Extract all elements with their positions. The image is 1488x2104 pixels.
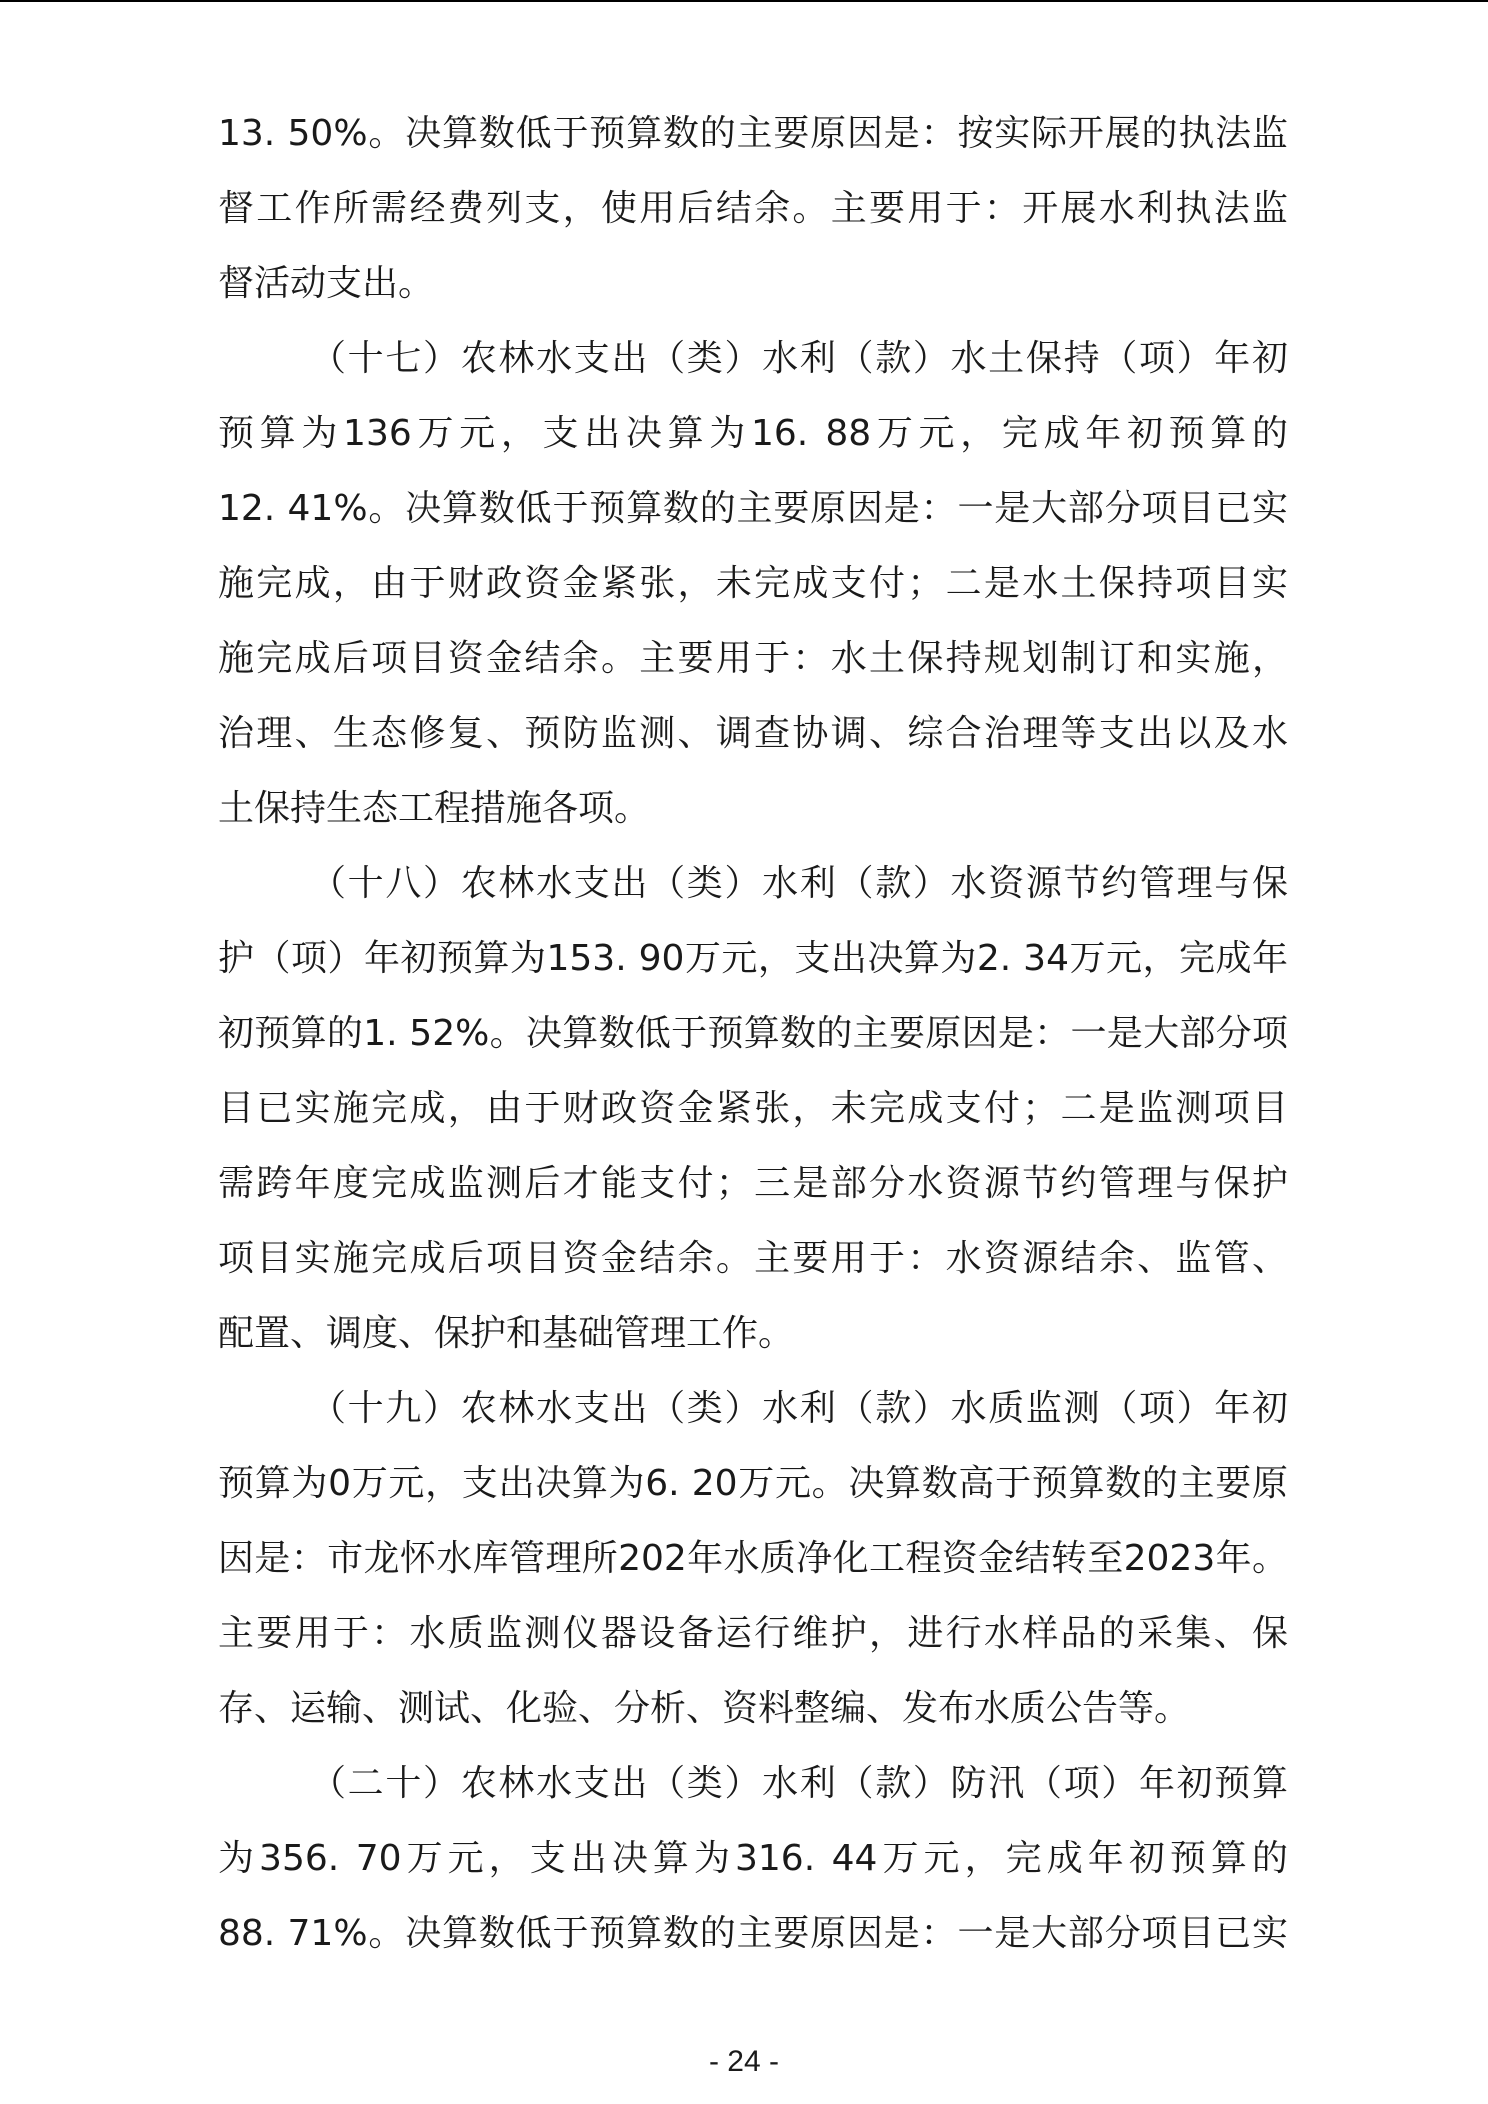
text-line: 督工作所需经费列支，使用后结余。主要用于：开展水利执法监 [218, 188, 1288, 229]
text-line: 需跨年度完成监测后才能支付；三是部分水资源节约管理与保护 [218, 1163, 1288, 1204]
text-line: 施完成，由于财政资金紧张，未完成支付；二是水土保持项目实 [218, 563, 1288, 604]
paragraph-start-line: （十九）农林水支出（类）水利（款）水质监测（项）年初 [310, 1388, 1288, 1429]
text-line: 初预算的1. 52%。决算数低于预算数的主要原因是：一是大部分项 [218, 1013, 1288, 1054]
text-line: 督活动支出。 [218, 263, 435, 304]
text-line: 目已实施完成，由于财政资金紧张，未完成支付；二是监测项目 [218, 1088, 1288, 1129]
document-body [218, 96, 1288, 1971]
page-number: - 24 - [708, 2045, 780, 2078]
paragraph-start-line: （十七）农林水支出（类）水利（款）水土保持（项）年初 [310, 338, 1288, 379]
paragraph-start-line: （十八）农林水支出（类）水利（款）水资源节约管理与保 [310, 863, 1288, 904]
text-line: 施完成后项目资金结余。主要用于：水土保持规划制订和实施， [218, 638, 1288, 679]
top-border-rule [0, 0, 1488, 2]
text-line: 治理、生态修复、预防监测、调查协调、综合治理等支出以及水 [218, 713, 1288, 754]
text-line: 预算为0万元，支出决算为6. 20万元。决算数高于预算数的主要原 [218, 1463, 1288, 1504]
text-line: 主要用于：水质监测仪器设备运行维护，进行水样品的采集、保 [218, 1613, 1288, 1654]
text-line: 配置、调度、保护和基础管理工作。 [218, 1313, 795, 1354]
text-line: 护（项）年初预算为153. 90万元，支出决算为2. 34万元，完成年 [218, 938, 1288, 979]
text-line: 项目实施完成后项目资金结余。主要用于：水资源结余、监管、 [218, 1238, 1288, 1279]
text-line: 12. 41%。决算数低于预算数的主要原因是：一是大部分项目已实 [218, 488, 1288, 529]
paragraph-start-line: （二十）农林水支出（类）水利（款）防汛（项）年初预算 [310, 1763, 1288, 1804]
text-line: 土保持生态工程措施各项。 [218, 788, 651, 829]
text-line: 88. 71%。决算数低于预算数的主要原因是：一是大部分项目已实 [218, 1913, 1288, 1954]
text-line: 13. 50%。决算数低于预算数的主要原因是：按实际开展的执法监 [218, 113, 1288, 154]
text-line: 因是：市龙怀水库管理所202年水质净化工程资金结转至2023年。 [218, 1538, 1288, 1579]
text-line: 存、运输、测试、化验、分析、资料整编、发布水质公告等。 [218, 1688, 1191, 1729]
text-line: 为356. 70万元，支出决算为316. 44万元，完成年初预算的 [218, 1838, 1288, 1879]
text-line: 预算为136万元，支出决算为16. 88万元，完成年初预算的 [218, 413, 1288, 454]
